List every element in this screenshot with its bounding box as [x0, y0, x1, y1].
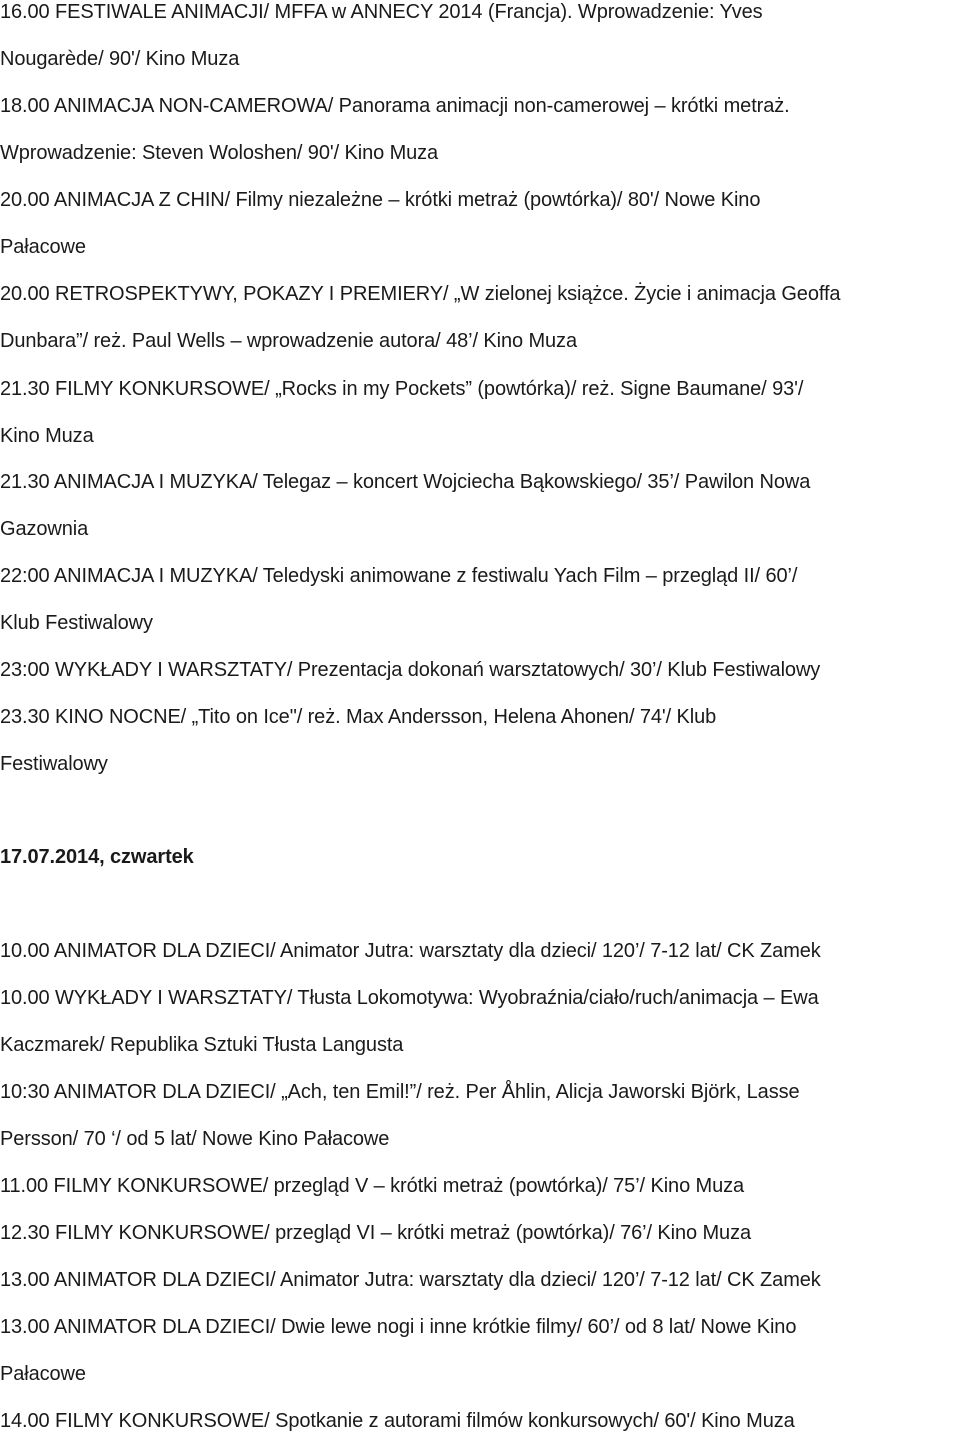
- program-line: Pałacowe: [0, 1363, 86, 1385]
- program-line: Nougarède/ 90'/ Kino Muza: [0, 48, 240, 70]
- program-line: 11.00 FILMY KONKURSOWE/ przegląd V – krótki metraż (powtórka)/ 75’/ Kino Muza: [0, 1175, 745, 1197]
- program-line: 14.00 FILMY KONKURSOWE/ Spotkanie z autorami filmów konkursowych/ 60'/ Kino Muza: [0, 1410, 795, 1432]
- program-line: Kino Muza: [0, 425, 94, 447]
- program-line: 23:00 WYKŁADY I WARSZTATY/ Prezentacja dokonań warsztatowych/ 30’/ Klub Festiwalowy: [0, 659, 821, 681]
- program-line: 22:00 ANIMACJA I MUZYKA/ Teledyski animowane z festiwalu Yach Film – przegląd II/ 60’/: [0, 565, 798, 587]
- program-line: Kaczmarek/ Republika Sztuki Tłusta Langusta: [0, 1034, 404, 1056]
- program-line: 13.00 ANIMATOR DLA DZIECI/ Dwie lewe nogi i inne krótkie filmy/ 60’/ od 8 lat/ Nowe Kino: [0, 1316, 797, 1338]
- program-line: 10.00 ANIMATOR DLA DZIECI/ Animator Jutra: warsztaty dla dzieci/ 120’/ 7-12 lat/ CK Zamek: [0, 940, 821, 962]
- program-line: 16.00 FESTIWALE ANIMACJI/ MFFA w ANNECY 2014 (Francja). Wprowadzenie: Yves: [0, 1, 763, 23]
- program-line: 12.30 FILMY KONKURSOWE/ przegląd VI – krótki metraż (powtórka)/ 76’/ Kino Muza: [0, 1222, 751, 1244]
- program-line: 10.00 WYKŁADY I WARSZTATY/ Tłusta Lokomotywa: Wyobraźnia/ciało/ruch/animacja – Ewa: [0, 987, 819, 1009]
- program-line: 23.30 KINO NOCNE/ „Tito on Ice"/ reż. Max Andersson, Helena Ahonen/ 74'/ Klub: [0, 706, 717, 728]
- program-line: Pałacowe: [0, 236, 86, 258]
- program-line: Gazownia: [0, 518, 89, 540]
- program-line: 20.00 RETROSPEKTYWY, POKAZY I PREMIERY/ „W zielonej książce. Życie i animacja Geoffa: [0, 283, 841, 305]
- program-line: 18.00 ANIMACJA NON-CAMEROWA/ Panorama animacji non-camerowej – krótki metraż.: [0, 95, 790, 117]
- program-line: Dunbara”/ reż. Paul Wells – wprowadzenie autora/ 48’/ Kino Muza: [0, 330, 577, 352]
- program-line: 21.30 ANIMACJA I MUZYKA/ Telegaz – koncert Wojciecha Bąkowskiego/ 35’/ Pawilon Nowa: [0, 471, 811, 493]
- program-line: 13.00 ANIMATOR DLA DZIECI/ Animator Jutra: warsztaty dla dzieci/ 120’/ 7-12 lat/ CK Zamek: [0, 1269, 821, 1291]
- program-line: Persson/ 70 ‘/ od 5 lat/ Nowe Kino Pałacowe: [0, 1128, 390, 1150]
- program-line: 20.00 ANIMACJA Z CHIN/ Filmy niezależne – krótki metraż (powtórka)/ 80'/ Nowe Kino: [0, 189, 761, 211]
- day-heading: 17.07.2014, czwartek: [0, 846, 194, 868]
- program-line: 21.30 FILMY KONKURSOWE/ „Rocks in my Pockets” (powtórka)/ reż. Signe Baumane/ 93'/: [0, 378, 804, 400]
- program-line: Klub Festiwalowy: [0, 612, 153, 634]
- program-line: Wprowadzenie: Steven Woloshen/ 90'/ Kino Muza: [0, 142, 439, 164]
- program-line: Festiwalowy: [0, 753, 108, 775]
- program-line: 10:30 ANIMATOR DLA DZIECI/ „Ach, ten Emil!”/ reż. Per Åhlin, Alicja Jaworski Björk, Lasse: [0, 1081, 800, 1103]
